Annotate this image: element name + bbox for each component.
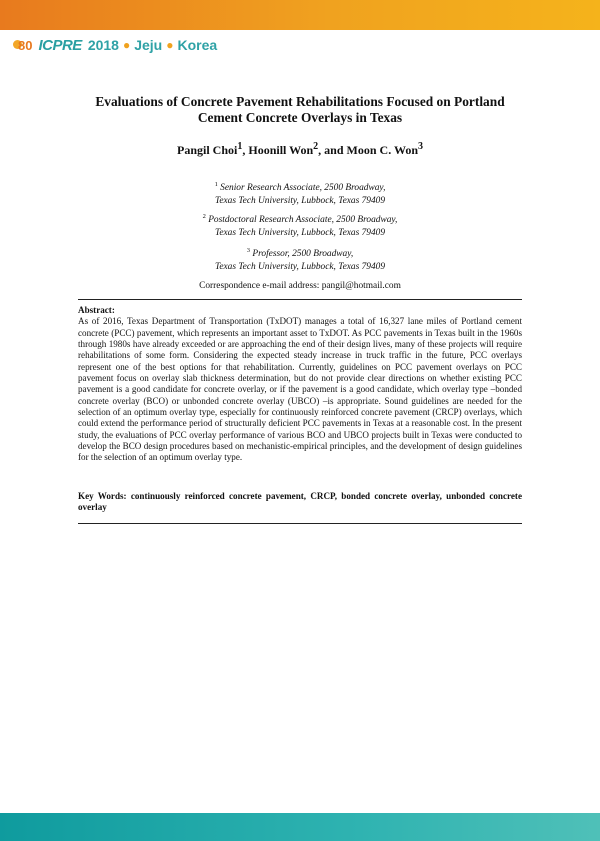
conference-city: Jeju: [134, 37, 163, 53]
affiliation-sup: 1: [214, 181, 218, 188]
abstract-label: Abstract:: [78, 305, 115, 315]
page-number: 80: [18, 37, 33, 53]
author-list: [60, 141, 540, 158]
divider-top: [78, 299, 522, 300]
paper-title: [60, 94, 540, 126]
abstract-body: As of 2016, Texas Department of Transportation (TxDOT) manages a total of 16,327 lane miles of Portland cement concrete (PCC) pavement, which represents an important asset to TxDOT. As PCC pavements in Texas built in the 1960s through 1980s have already exceeded or are approaching the end of their design lives, many of these projects will require rehabilitations of some form. Considering the expected steady increase in truck traffic in the future, PCC overlays represent one of the best options for that rehabilitation. Currently, guidelines on PCC pavement overlays on PCC pavement focus on overlay slab thickness determination, but do not provide clear directions on whether existing PCC pavement is a good candidate for concrete overlay, or if the pavement is a good candidate, which overlay type –bonded concrete overlay (BCO) or unbonded concrete overlay (UBCO) –is appropriate. Sound guidelines are needed for the selection of an optimum overlay type, especially for continuously reinforced concrete pavement (CRCP) overlays, which could extend the performance period of structurally deficient PCC pavements in Texas at a reasonable cost. In the present study, the evaluations of PCC overlay performance of various BCO and UBCO projects built in Texas were conducted to develop the BCO design procedures based on mechanistic-empirical principles, and the development of design guidelines for the selection of an optimum overlay type.: [78, 316, 522, 463]
affiliation-1: [60, 179, 540, 207]
conference-country: Korea: [177, 37, 218, 53]
affiliation-line: Texas Tech University, Lubbock, Texas 79409: [214, 261, 386, 272]
abstract-section: [78, 305, 522, 464]
title-line-2: Cement Concrete Overlays in Texas: [197, 110, 403, 125]
author-sup: 3: [418, 141, 423, 152]
affiliation-line: Texas Tech University, Lubbock, Texas 79409: [214, 195, 386, 206]
dot-separator-icon: ●: [122, 38, 131, 52]
author-name: Pangil Choi: [177, 143, 238, 157]
affiliation-line: Texas Tech University, Lubbock, Texas 79409: [214, 227, 386, 238]
title-line-1: Evaluations of Concrete Pavement Rehabilitations Focused on Portland: [95, 94, 505, 109]
divider-bottom: [78, 523, 522, 524]
bottom-banner: [0, 813, 600, 841]
author-name: Hoonill Won: [248, 143, 314, 157]
keywords: Key Words: continuously reinforced concrete pavement, CRCP, bonded concrete overlay, unbonded concrete overlay: [78, 491, 522, 513]
affiliation-sup: 3: [246, 247, 251, 254]
correspondence-email: Correspondence e-mail address: pangil@hotmail.com: [199, 281, 401, 291]
affiliation-2: [60, 211, 540, 239]
author-separator: , and: [318, 143, 347, 157]
author-sup: 2: [313, 141, 319, 152]
author-name: Moon C. Won: [346, 143, 418, 157]
affiliation-3: [60, 245, 540, 273]
affiliation-sup: 2: [202, 213, 206, 220]
affiliation-line: Senior Research Associate, 2500 Broadway,: [220, 183, 386, 194]
conference-header: [18, 33, 217, 57]
dot-separator-icon: ●: [166, 38, 174, 52]
top-banner: [0, 0, 600, 30]
logo-text: ICPRE: [38, 36, 82, 54]
conference-logo: [38, 37, 81, 54]
affiliation-line: Postdoctoral Research Associate, 2500 Broadway,: [208, 215, 398, 226]
author-sup: 1: [237, 141, 243, 152]
author-separator: ,: [242, 143, 249, 157]
conference-year: 2018: [87, 37, 119, 53]
affiliation-line: Professor, 2500 Broadway,: [252, 249, 354, 260]
